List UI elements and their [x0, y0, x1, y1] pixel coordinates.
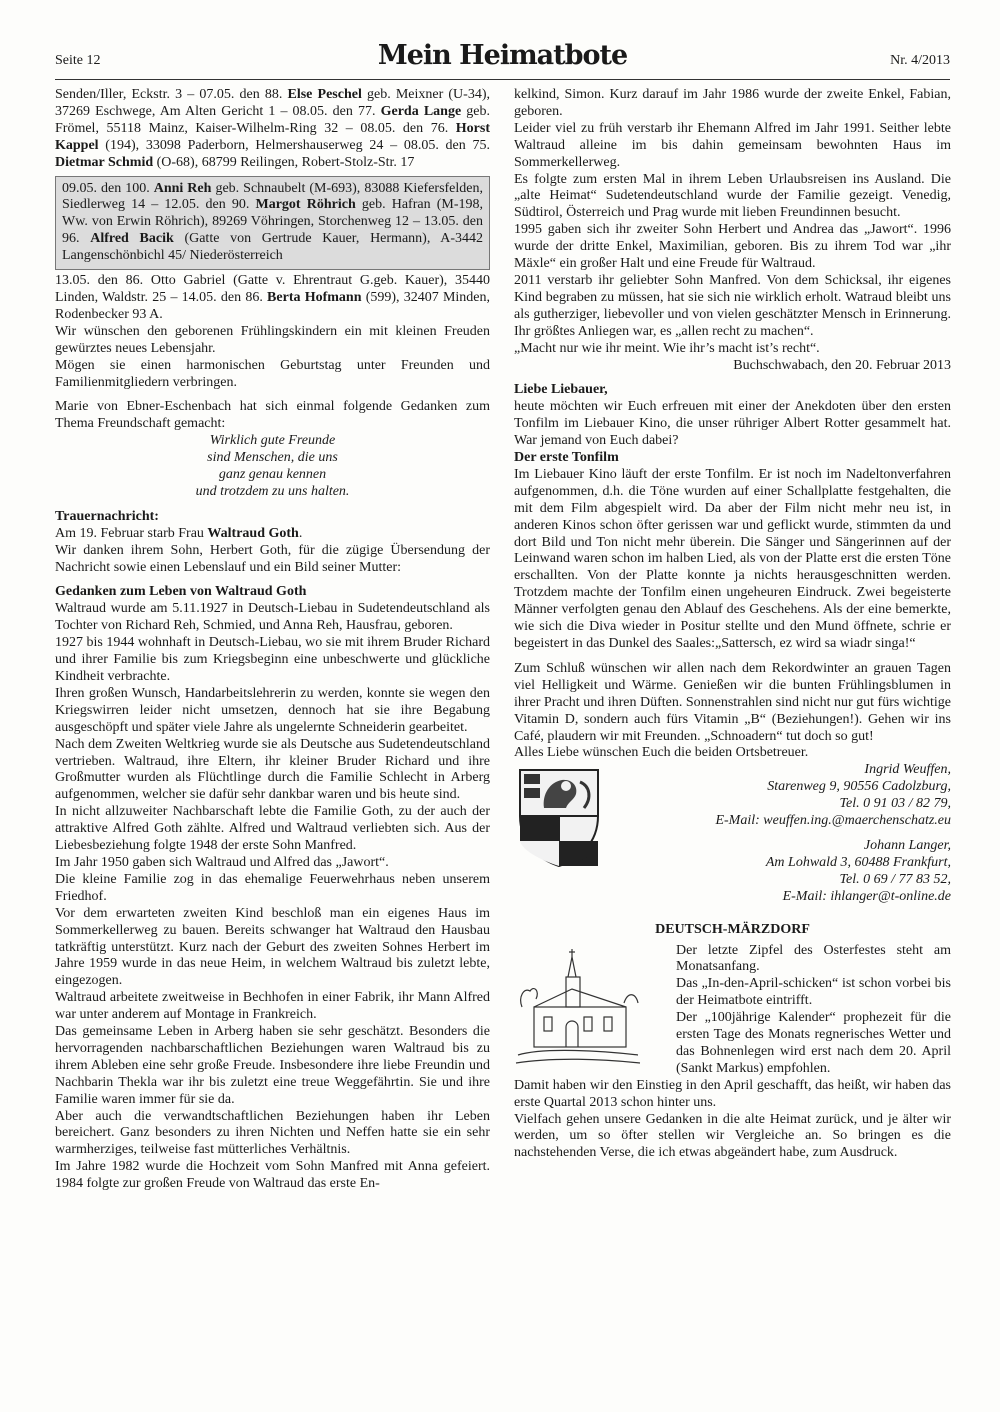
quote-intro: Marie von Ebner-Eschenbach hat sich einmal folgende Gedanken zum Thema Freundschaft gemacht:: [55, 399, 490, 432]
masthead-title: Mein Heimatbote: [377, 40, 628, 71]
dm-paragraph: Der „100jährige Kalender“ prophezeit für die ersten Tage des Monats regnerisches Wetter und das Bohnenlegen wird erst nach dem 20. April (Sankt Markus) empfohlen.: [676, 1010, 951, 1076]
bio-paragraph: Aber auch die verwandtschaftlichen Beziehungen haben ihr Leben bereichert. Ganz besonders zu ihren Nichten und Neffen hatte sie ein sehr warmherziges, teilweise fast mütterliches Verhältnis.: [55, 1108, 490, 1158]
bio-paragraph: Die kleine Familie zog in das ehemalige Feuerwehrhaus neben unserem Friedhof.: [55, 871, 490, 904]
closing-greeting: Alles Liebe wünschen Euch die beiden Ortsbetreuer.: [514, 745, 809, 761]
left-column: [55, 87, 490, 1193]
page-header: [55, 40, 950, 76]
header-rule: [55, 79, 950, 80]
bio-paragraph: Nach dem Zweiten Weltkrieg wurde sie als Deutsche aus Sudetendeutschland vertrieben. Waltraud, ihre Eltern, ihr kleiner Bruder Richard und ihre Großmutter wurden als Flüchtlinge durch die Familie Schlecht in Arberg aufgenommen, welcher sie dafür sehr dankbar waren und bis heute sind.: [55, 736, 490, 803]
bio-paragraph: Im Jahr 1950 gaben sich Waltraud und Alfred das „Jawort“.: [55, 854, 389, 870]
tonfilm-text: Im Liebauer Kino läuft der erste Tonfilm. Er ist noch im Nadeltonverfahren aufgenommen, d.h. die Töne wurden auf einer Schallplatte festgehalten, die mit dem Film abgespielt wird. Da aber der Film nicht mehr neu ist, in anderen Kinos schon öfter gerissen war und geflickt wurde, stimmten da und dort Bild und Ton nicht mehr überein. Die Sänger und Sängerinnen auf der Leinwand waren schon im halben Lied, als von der Platte erst die ersten Töne erschallten. Von der Platte konnte ja nichts herausgeschnitten werden. Trotzdem machte der Tonfilm einen ungeheuren Eindruck. Zwei begeisterte Männer verfolgten genau den Ablauf des Geschehens. Als der eine bemerkte, wie sich die Diva wieder in Positur stellte und den Mund öffnete, schrie er begeistert in das Dunkel des Saales:„Sattersch, ez wird sa wiadr singa!“: [514, 466, 951, 651]
bio-paragraph: In nicht allzuweiter Nachbarschaft lebte die Familie Goth, zu der auch der attraktive Alfred Goth zählte. Alfred und Waltraud verliebten sich. Aus der Liebesbeziehung folgte 1948 der erste Sohn Manfred.: [55, 804, 490, 854]
dm-section: [514, 943, 951, 1078]
section-heading: DEUTSCH-MÄRZDORF: [655, 921, 810, 937]
place-date: Buchschwabach, den 20. Februar 2013: [733, 357, 951, 373]
birthday-wish-2: Mögen sie einen harmonischen Geburtstag unter Freunden und Familienmitgliedern verbringen.: [55, 357, 490, 390]
signature-block: [514, 762, 951, 905]
bio-paragraph: Waltraud arbeitete zweitweise in Bechhofen in einer Fabrik, ihr Mann Alfred war unter anderem auf Montage in Frankreich.: [55, 990, 490, 1023]
bio-paragraph: Es folgte zum ersten Mal in ihrem Leben Urlaubsreisen ins Ausland. Die „alte Heimat“ Sudetendeutschland wurde der Familie gezeigt. Venedig, Südtirol, Österreich und Prag wurde mit lieben Freundinnen besucht.: [514, 171, 951, 221]
bio-paragraph: 1927 bis 1944 wohnhaft in Deutsch-Liebau, wo sie mit ihrem Bruder Richard und ihrer Familie bis zum Kriegsbeginn eine unbeschwerte und glückliche Kindheit verbrachte.: [55, 635, 490, 684]
bio-paragraph: Im Jahre 1982 wurde die Hochzeit vom Sohn Manfred mit Anna gefeiert. 1984 folgte zur großen Freude von Waltraud das erste En-: [55, 1159, 490, 1192]
bio-paragraph: 1995 gaben sich ihr zweiter Sohn Herbert und Andrea das „Jawort“. 1996 wurde der dritte Enkel, Maximilian, geboren. Bis zu ihrem Tod war „ihr Mäxle“ ein großer Halt und eine Freude für Waltraud.: [514, 222, 951, 272]
bio-paragraph: Vor dem erwarteten zweiten Kind beschloß man ein eigenes Haus im Sommerkellerweg zu bauen. Bereits schwanger hat Waltraud den Hausbau tatkräftig unterstützt. Kurz nach der Geburt des zweiten Sohnes Herbert im Jahre 1959 wurde in das neue Heim, in welchem Waltraud bis zuletzt lebte, eingezogen.: [55, 905, 490, 989]
greeting-heading: Liebe Liebauer,: [514, 382, 608, 398]
bio-paragraph: Leider viel zu früh verstarb ihr Ehemann Alfred im Jahr 1991. Seither lebte Waltraud alleine im bis dahin gemeinsam bewohnten Haus im Sommerkellerweg.: [514, 120, 951, 170]
signature-langer: Johann Langer, Am Lohwald 3, 60488 Frankfurt, Tel. 0 69 / 77 83 52, E-Mail: ihlanger@t-online.de: [765, 837, 951, 904]
bio-paragraph: Das gemeinsame Leben in Arberg haben sie sehr geschätzt. Besonders die hervorragenden nachbarschaftlichen Beziehungen waren Waltraud bis zu ihrem Ableben eine sehr große Freude. Insbesondere ihre liebe Freundin und Nachbarin Thekla war ihr bis zuletzt eine treue Weggefährtin. Sie und ihre Familie waren immer für sie da.: [55, 1024, 490, 1107]
bio-paragraph: kelkind, Simon. Kurz darauf im Jahr 1986 wurde der zweite Enkel, Fabian, geboren.: [514, 87, 951, 119]
birthday-wish-1: Wir wünschen den geborenen Frühlingskindern ein mit kleinen Freuden gewürztes neues Lebensjahr.: [55, 323, 490, 356]
issue-number: Nr. 4/2013: [890, 53, 950, 68]
page-number: Seite 12: [55, 53, 101, 68]
closing-text: Zum Schluß wünschen wir allen nach dem Rekordwinter an grauen Tagen viel Helligkeit und Wärme. Genießen wir die bunten Frühlingsblumen in ihrer Pracht und ihren Düften. Sonnenstrahlen sind nicht nur gut fürs wichtige Vitamin D, sondern auch fürs Vitamin „B“ (Beziehungen!). Gehen wir ins Café, plaudern wir mit Freunden. „Schnoadern“ tut doch so gut!: [514, 660, 952, 744]
obituary-thanks: Wir danken ihrem Sohn, Herbert Goth, für die zügige Übersendung der Nachricht sowie einen Lebenslauf und ein Bild seiner Mutter:: [55, 542, 490, 575]
highlight-box: 09.05. den 100. Anni Reh geb. Schnaubelt (M-693), 83088 Kiefersfelden, Siedlerweg 14 – 12.05. den 90. Margot Röhrich geb. Hafran (M-198, Ww. von Erwin Röhrich), 89269 Vöhringen, Storchenweg 12 – 13.05. den 96. Alfred Bacik (Gatte von Gertrude Kauer, Hermann), A-3442 Langenschönbichl 45/ Niederösterreich: [55, 176, 490, 271]
birthday-list-intro: Senden/Iller, Eckstr. 3 – 07.05. den 88. Else Peschel geb. Meixner (U-34), 37269 Eschwege, Am Alten Gericht 1 – 08.05. den 77. Gerda Lange geb. Frömel, 55118 Mainz, Kaiser-Wilhelm-Ring 32 – 08.05. den 76. Horst Kappel (194), 33098 Paderborn, Helmershauserweg 24 – 08.05. den 75. Dietmar Schmid (O-68), 68799 Reilingen, Robert-Stolz-Str. 17: [55, 87, 490, 170]
greeting-text: heute möchten wir Euch erfreuen mit einer der Anekdoten über den ersten Tonfilm im Liebauer Kino, die unser rühriger Albert Rotter gesammelt hat. War jemand von Euch dabei?: [514, 399, 951, 449]
right-column: [514, 87, 951, 1162]
dm-paragraph: Vielfach gehen unsere Gedanken in die alte Heimat zurück, und je älter wir werden, um so öfter stellen wir Vergleiche an. So bringen es die nachstehenden Verse, die ich etwas abgeändert habe, zum Ausdruck.: [514, 1111, 951, 1161]
bio-paragraph: Waltraud wurde am 5.11.1927 in Deutsch-Liebau in Sudetendeutschland als Tochter von Richard Reh, Schmied, und Anna Reh, Hausfrau, geboren.: [55, 601, 490, 634]
tonfilm-heading: Der erste Tonfilm: [514, 450, 619, 466]
dm-paragraph: Der letzte Zipfel des Osterfestes steht am Monatsanfang.: [676, 942, 951, 975]
bio-paragraph: Ihren großen Wunsch, Handarbeitslehrerin zu werden, konnte sie wegen den Kriegswirren leider nicht umsetzen, dennoch hat sie ihre Begabung ausgeschöpft und später viele Jahre als ungelernte Schneiderin gearbeitet.: [55, 685, 490, 735]
coat-of-arms-icon: [514, 764, 604, 868]
dm-paragraph: Das „In-den-April-schicken“ ist schon vorbei bis der Heimatbote eintrifft.: [676, 976, 951, 1009]
birthday-list-more: 13.05. den 86. Otto Gabriel (Gatte v. Ehrentraut G.geb. Kauer), 35440 Linden, Waldstr. 25 – 14.05. den 86. Berta Hofmann (599), 32407 Minden, Rodenbecker 93 A.: [55, 273, 490, 322]
biography-heading: Gedanken zum Leben von Waltraud Goth: [55, 584, 307, 600]
dm-paragraph: Damit haben wir den Einstieg in den April geschafft, das heißt, wir haben das erste Quartal 2013 schon hinter uns.: [514, 1077, 951, 1110]
bio-paragraph: 2011 verstarb ihr geliebter Sohn Manfred. Von dem Schicksal, ihr eigenes Kind begraben zu müssen, hat sie sich nie wirklich erholt. Watraud bleibt uns als gutherziger, liebevoller und von vielen geschätzter Mensch in Erinnerung. Ihr größtes Anliegen war, es „allen recht zu machen“.: [514, 272, 951, 339]
obituary-heading: Trauernachricht:: [55, 508, 159, 524]
obituary-line: Am 19. Februar starb Frau Waltraud Goth.: [55, 525, 303, 541]
church-sketch-icon: [514, 947, 642, 1069]
bio-paragraph: „Macht nur wie ihr meint. Wie ihr’s macht ist’s recht“.: [514, 340, 820, 356]
signature-weuffen: Ingrid Weuffen, Starenweg 9, 90556 Cadolzburg, Tel. 0 91 03 / 82 79, E-Mail: weuffen.ing.@maerchenschatz.eu: [715, 762, 951, 829]
friendship-poem: Wirklich gute Freunde sind Menschen, die uns ganz genau kennen und trotzdem zu uns halten.: [195, 433, 350, 499]
